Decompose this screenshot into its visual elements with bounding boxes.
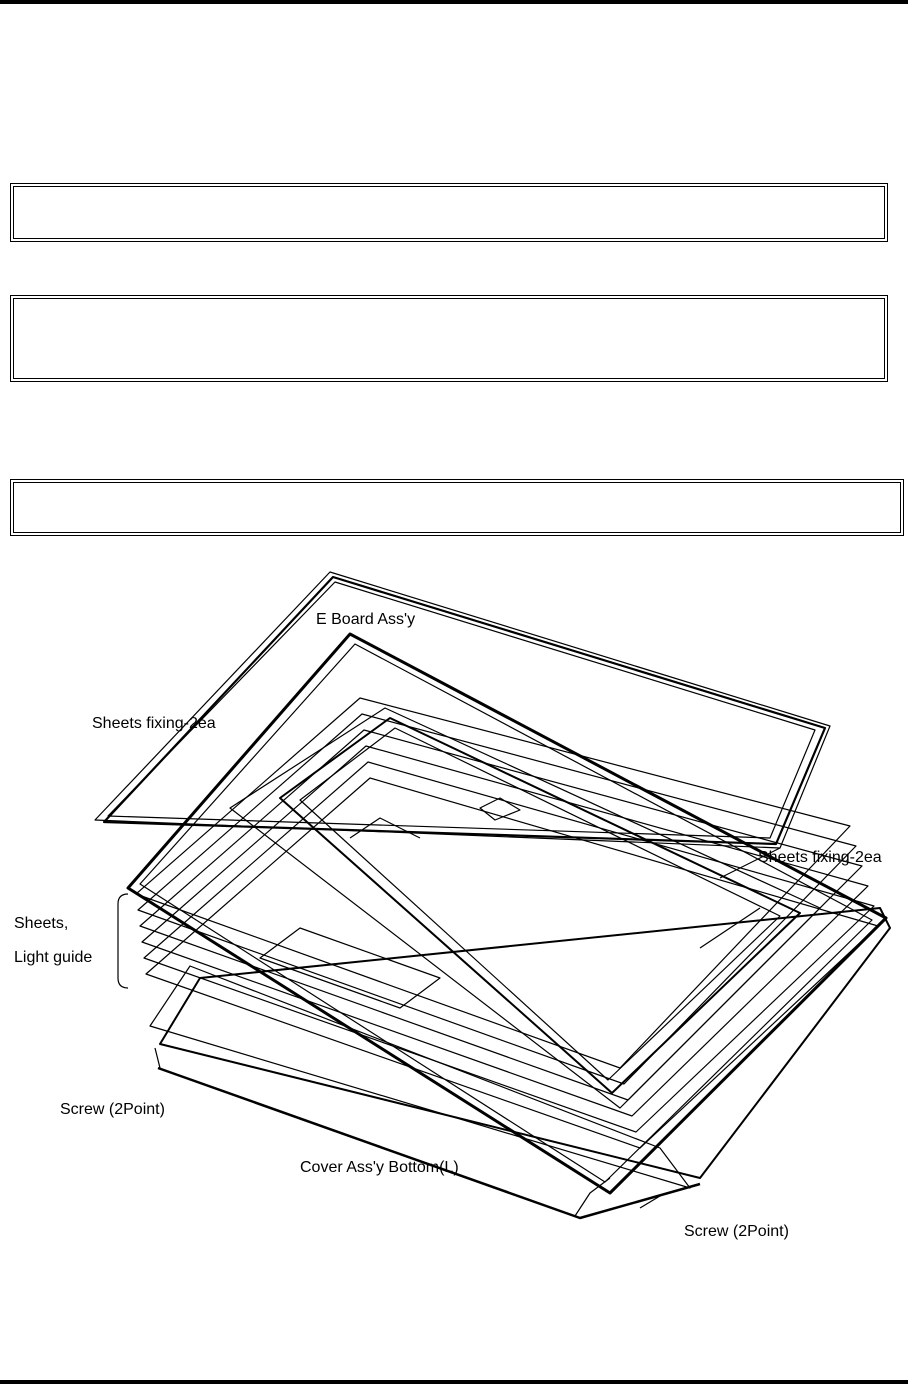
label-cover: Cover Ass'y Bottom(L) (300, 1159, 459, 1176)
sheet-stack (136, 698, 878, 1148)
label-sheets-fixing-left: Sheets fixing-2ea (92, 715, 216, 732)
lcd-exploded-view-figure (0, 548, 908, 1258)
label-screw-left: Screw (2Point) (60, 1101, 165, 1118)
bottom-rule (0, 1380, 908, 1384)
sheets-bracket (118, 894, 128, 988)
label-sheets-fixing-right: Sheets fixing-2ea (758, 849, 882, 866)
label-screw-right: Screw (2Point) (684, 1223, 789, 1240)
blank-box-1 (10, 183, 888, 242)
label-light-guide: Light guide (14, 949, 93, 966)
blank-box-2 (10, 295, 888, 382)
label-board: E Board Ass'y (316, 611, 416, 628)
top-rule (0, 0, 908, 4)
top-frame-outline (95, 572, 830, 848)
label-sheets: Sheets, (14, 915, 69, 932)
blank-box-3 (10, 479, 904, 536)
lcd-panel-outline (128, 634, 886, 1193)
